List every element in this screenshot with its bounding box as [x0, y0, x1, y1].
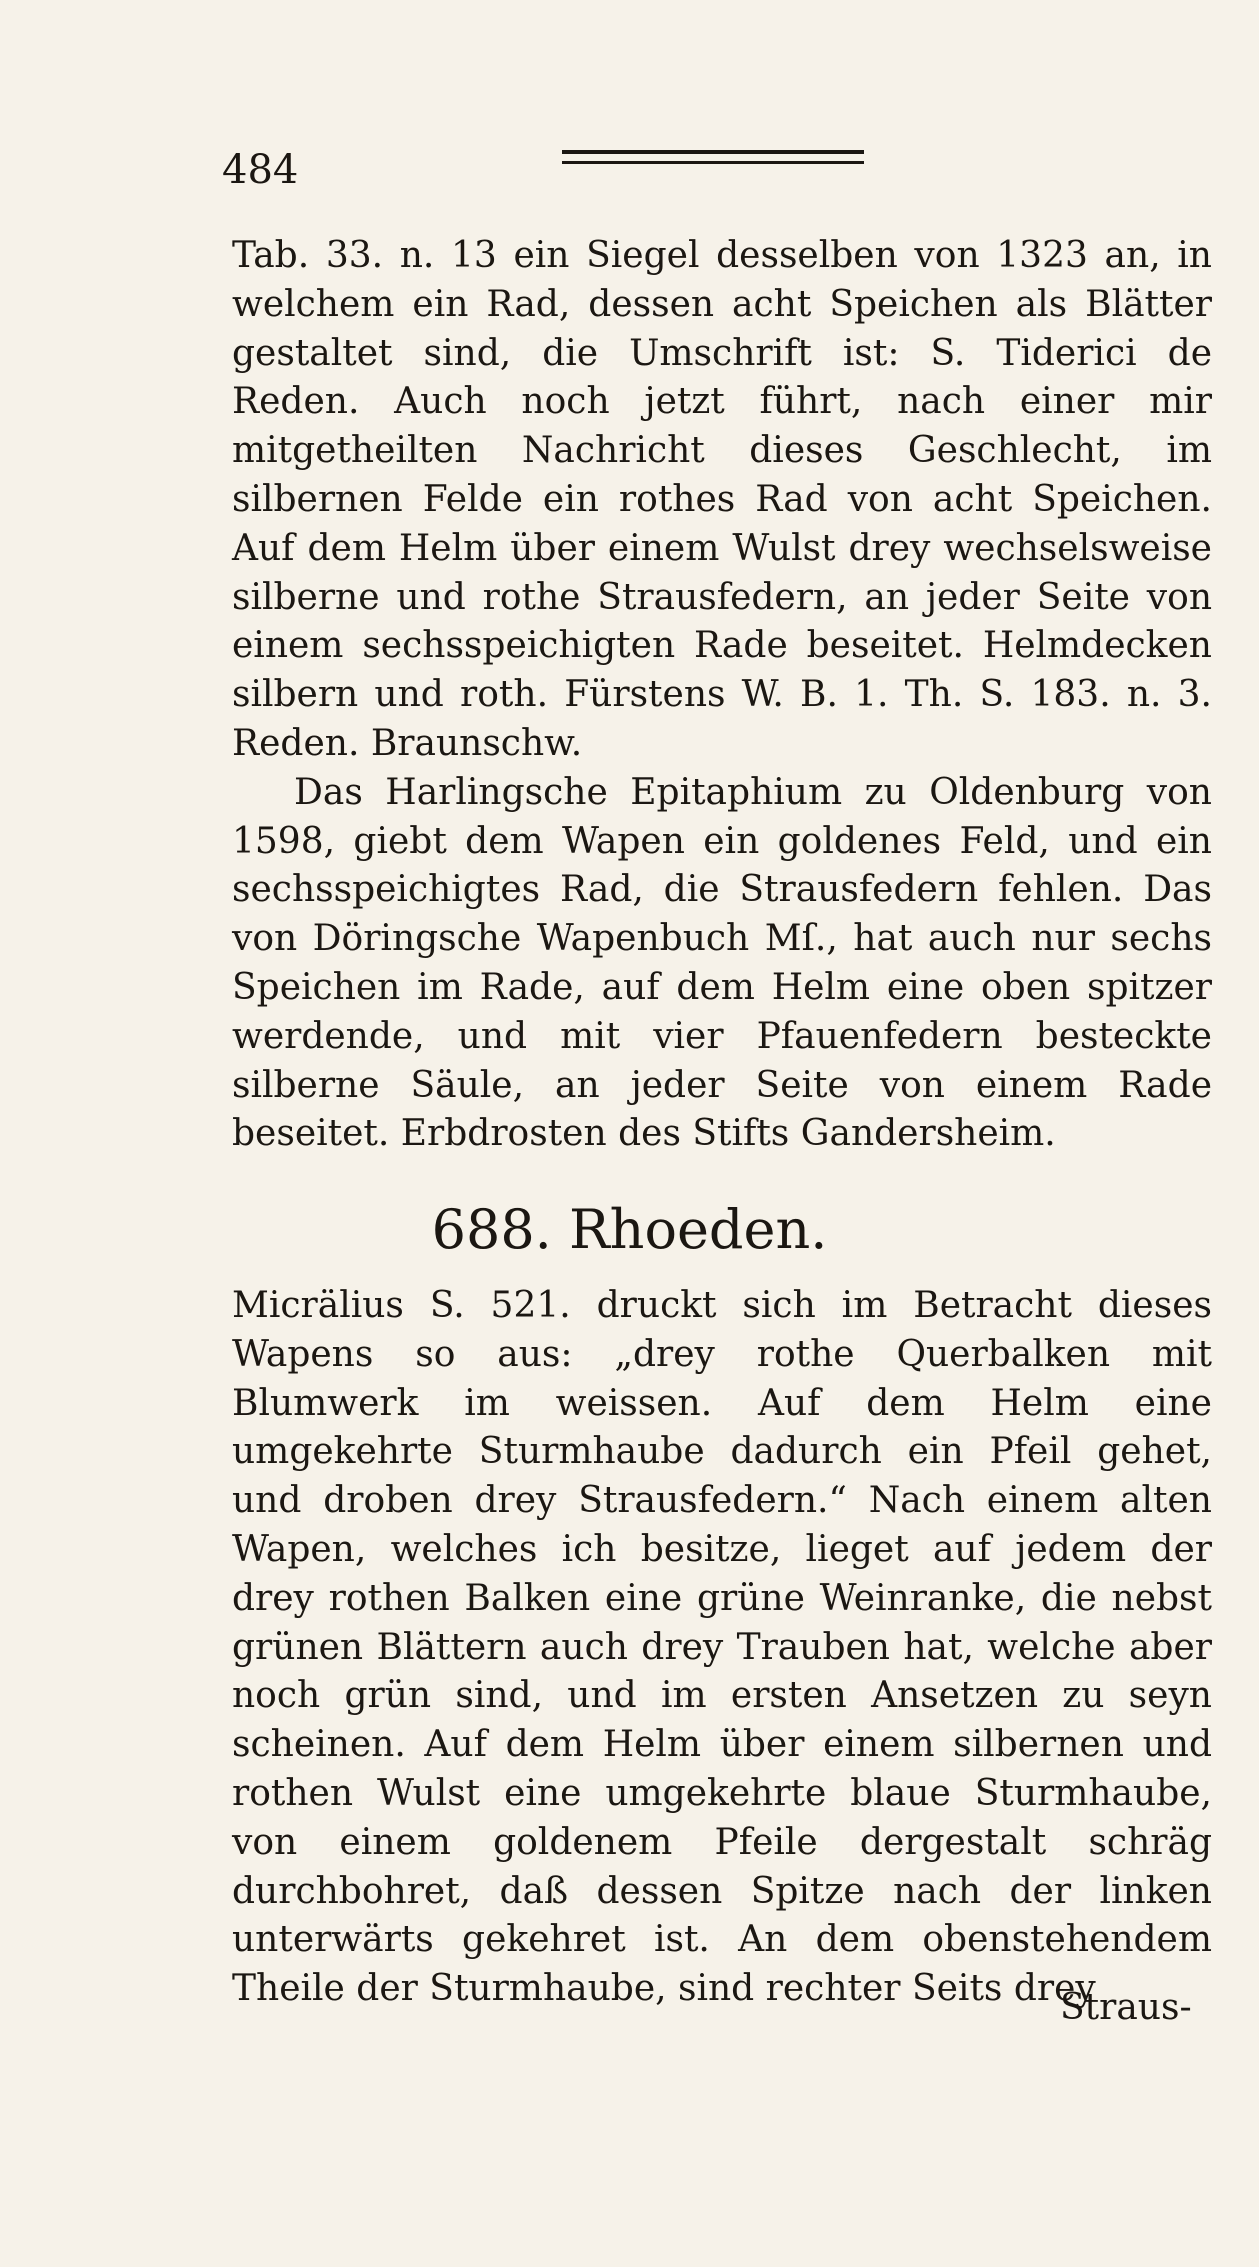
catchword: Straus-	[1060, 1987, 1192, 2028]
section-heading: 688. Rhoeden.	[431, 1198, 828, 1261]
header-rule-line-bottom	[562, 161, 864, 164]
header-rule-line-top	[562, 150, 864, 154]
paragraph-micralius: Micrälius S. 521. druckt sich im Betracht dieses Wapens so aus: „drey rothe Querbalken mit Blumwerk im weissen. Auf dem Helm eine umgekehrte Sturmhaube dadurch ein Pfeil gehet, und droben drey Strausfedern.“ Nach einem alten Wapen, welches ich besitze, lieget auf jedem der drey rothen Balken eine grüne Weinranke, die nebst grünen Blättern auch drey Trauben hat, welche aber noch grün sind, und im ersten Ansetzen zu seyn scheinen. Auf dem Helm über einem silbernen und rothen Wulst eine umgekehrte blaue Sturmhaube, von einem goldenem Pfeile dergestalt schräg durchbohret, daß dessen Spitze nach der linken unterwärts gekehret ist. An dem obenstehendem Theile der Sturmhaube, sind rechter Seits drey	[232, 1285, 1212, 2010]
entry-688-rhoeden	[232, 1282, 1212, 2014]
paragraph-tab-33: Tab. 33. n. 13 ein Siegel desselben von 1323 an, in welchem ein Rad, dessen acht Speichen als Blätter gestaltet sind, die Umschrift ist: S. Tiderici de Reden. Auch noch jetzt führt, nach einer mir mitgetheilten Nachricht dieses Geschlecht, im silbernen Felde ein rothes Rad von acht Speichen. Auf dem Helm über einem Wulst drey wechselsweise silberne und rothe Strausfedern, an jeder Seite von einem sechsspeichigten Rade beseitet. Helmdecken silbern und roth. Fürstens W. B. 1. Th. S. 183. n. 3. Reden. Braunschw.	[232, 235, 1212, 764]
page-number: 484	[222, 147, 299, 193]
paragraph-harlingsche-epitaphium: Das Harlingsche Epitaphium zu Oldenburg von 1598, giebt dem Wapen ein goldenes Feld, und ein sechsspeichigtes Rad, die Strausfedern fehlen. Das von Döringsche Wapenbuch Mſ., hat auch nur sechs Speichen im Rade, auf dem Helm eine oben spitzer werdende, und mit vier Pfauenfedern besteckte silberne Säule, an jeder Seite von einem Rade beseitet. Erbdrosten des Stifts Gandersheim.	[232, 771, 1212, 1155]
entry-687-continuation	[232, 232, 1212, 1159]
header-rule	[562, 150, 864, 171]
